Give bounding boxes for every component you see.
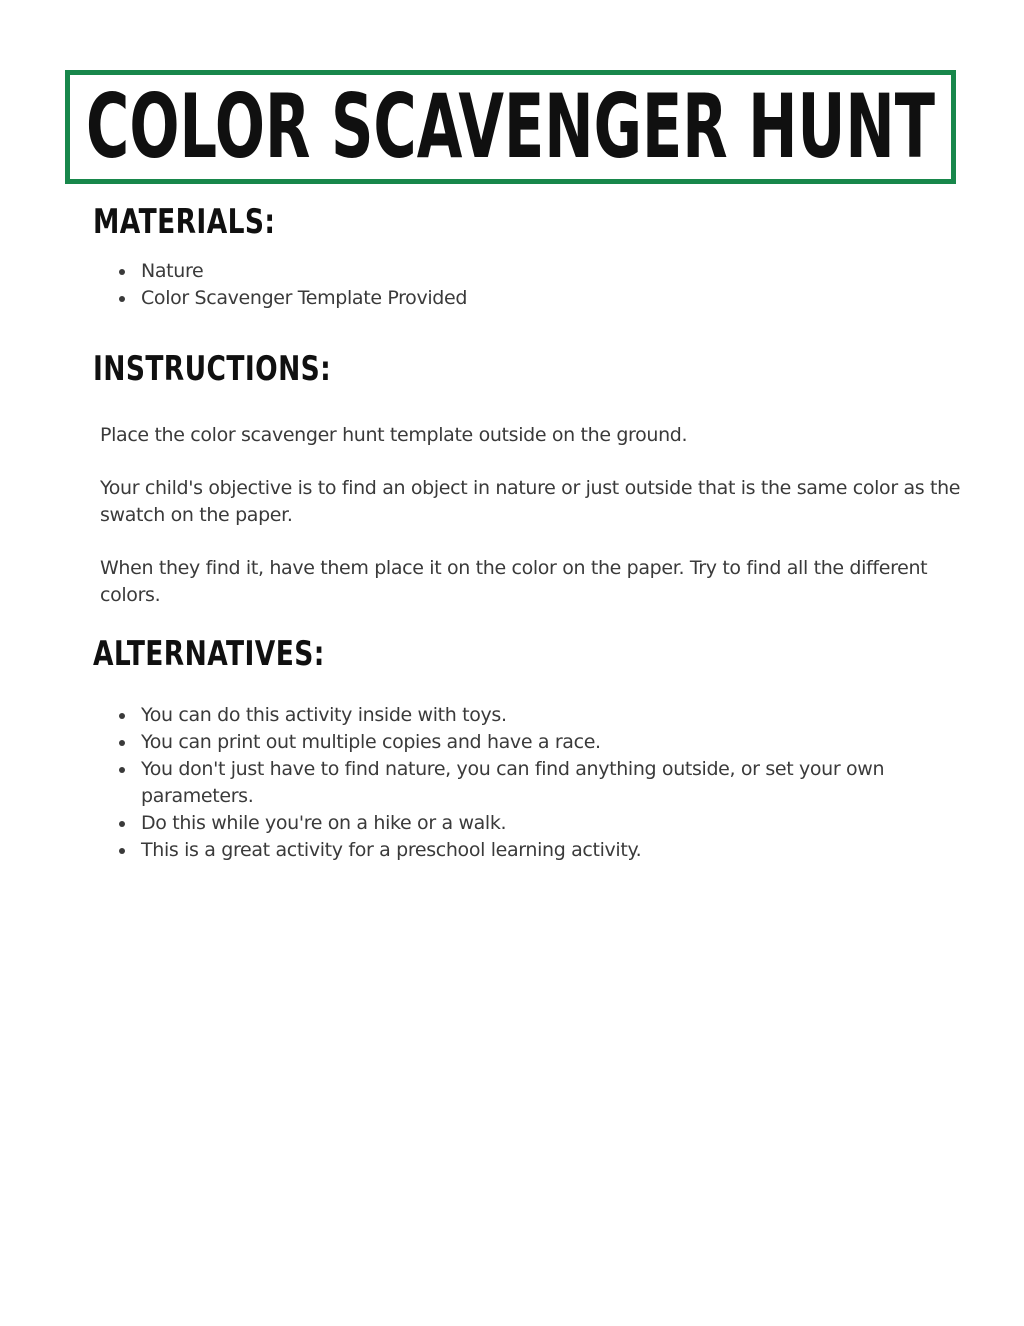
instructions-paragraphs — [93, 422, 963, 609]
materials-heading: MATERIALS: — [93, 202, 276, 242]
list-item: • Nature — [137, 258, 933, 285]
page-title: COLOR SCAVENGER HUNT — [86, 75, 935, 178]
list-item: • Do this while you're on a hike or a walk. — [137, 810, 933, 837]
instruction-paragraph: Your child's objective is to find an object in nature or just outside that is the same color as the swatch on the paper. — [100, 477, 961, 526]
list-item: • Color Scavenger Template Provided — [137, 285, 933, 312]
instructions-heading: INSTRUCTIONS: — [93, 349, 332, 389]
alternatives-list — [93, 702, 933, 864]
alternatives-heading: ALTERNATIVES: — [93, 634, 325, 674]
list-item: • You can print out multiple copies and have a race. — [137, 729, 933, 756]
title-banner — [65, 70, 956, 184]
instructions-section — [93, 312, 964, 609]
document-content — [0, 184, 1024, 864]
list-item: • You can do this activity inside with toys. — [137, 702, 933, 729]
materials-section — [93, 184, 964, 312]
instruction-paragraph: Place the color scavenger hunt template outside on the ground. — [100, 424, 688, 446]
list-item: • You don't just have to find nature, you can find anything outside, or set your own parameters. — [137, 756, 933, 810]
instruction-paragraph: When they find it, have them place it on the color on the paper. Try to find all the different colors. — [100, 557, 928, 606]
materials-list — [93, 258, 933, 312]
alternatives-section — [93, 609, 964, 864]
list-item: • This is a great activity for a preschool learning activity. — [137, 837, 933, 864]
